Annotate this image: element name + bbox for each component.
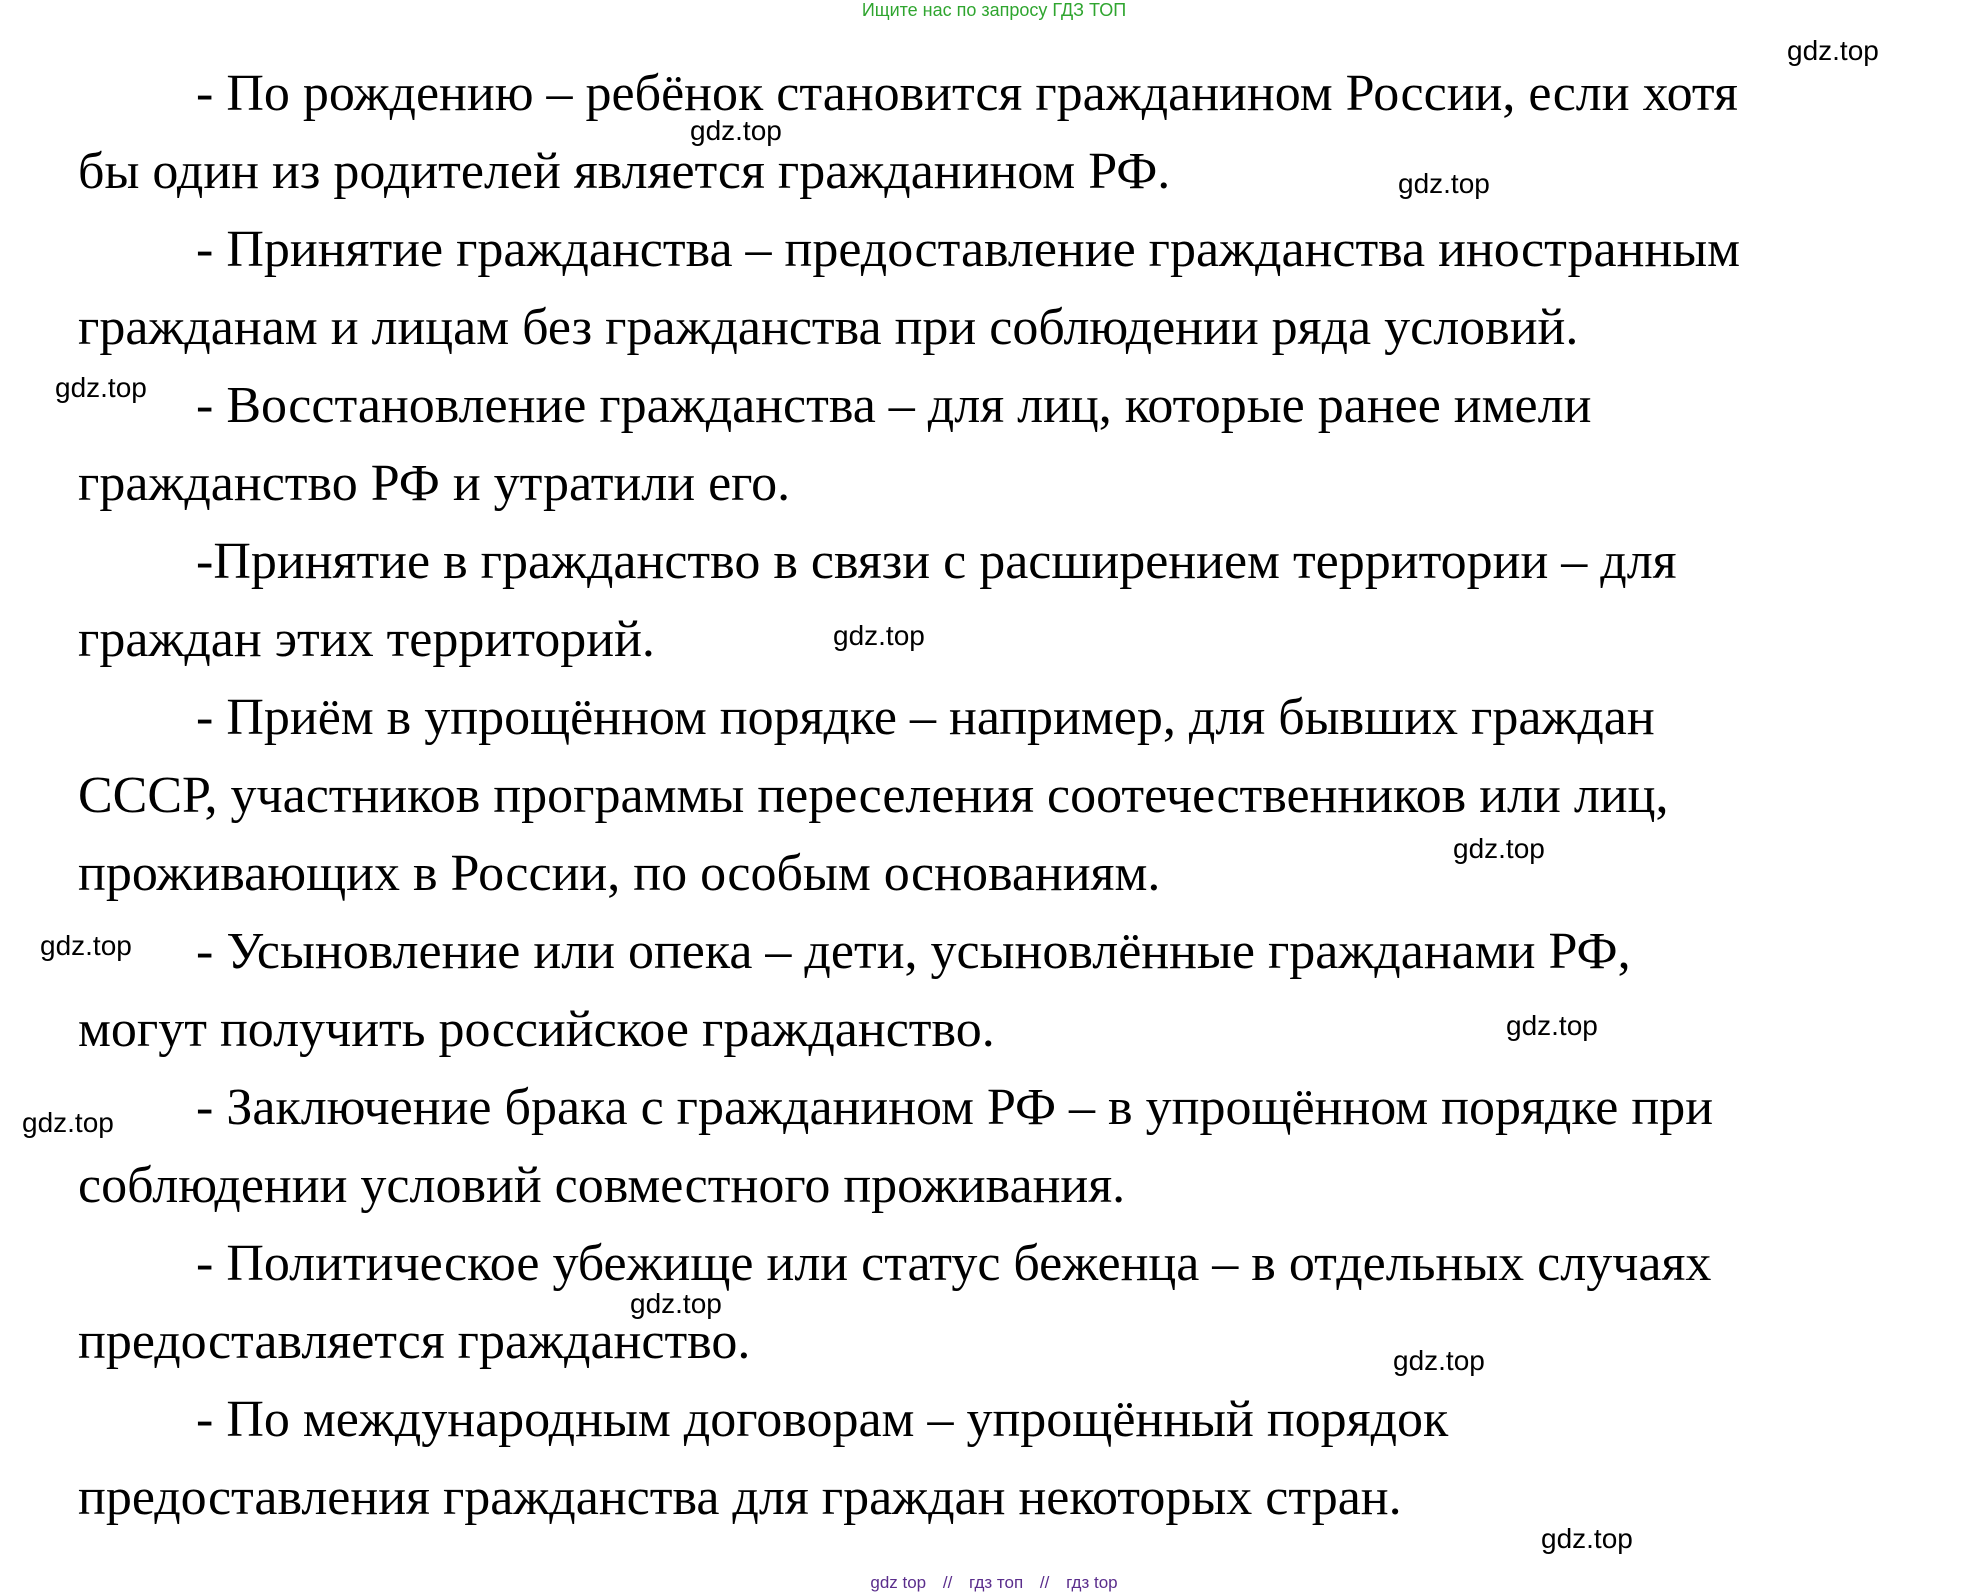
footer-separator: // [942,1573,953,1592]
paragraph-line: гражданство РФ и утратили его. [78,455,791,512]
watermark: gdz.top [1453,833,1545,864]
footer-link[interactable]: гдз топ [969,1573,1024,1592]
paragraph-line: бы один из родителей является гражданином РФ. [78,143,1171,200]
paragraph-line: - Приём в упрощённом порядке – например, для бывших граждан [196,689,1655,746]
paragraph-line: проживающих в России, по особым основаниям. [78,845,1161,902]
paragraph-territory [78,523,1958,679]
paragraph-line: гражданам и лицам без гражданства при соблюдении ряда условий. [78,299,1579,356]
footer-separator: // [1039,1573,1050,1592]
top-banner: Ищите нас по запросу ГДЗ ТОП [861,0,1127,20]
footer-link[interactable]: gdz top [870,1573,927,1592]
paragraph-line: - Принятие гражданства – предоставление гражданства иностранным [196,221,1741,278]
paragraph-line: - По рождению – ребёнок становится гражданином России, если хотя [196,65,1738,122]
paragraph-by-birth [78,55,1958,211]
paragraph-line: предоставления гражданства для граждан некоторых стран. [78,1469,1402,1526]
footer [0,1573,1988,1593]
watermark: gdz.top [1506,1010,1598,1041]
paragraph-line: -Принятие в гражданство в связи с расширением территории – для [196,533,1677,590]
paragraph-line: - По международным договорам – упрощённый порядок [196,1391,1449,1448]
paragraph-asylum [78,1225,1958,1381]
paragraph-line: граждан этих территорий. [78,611,655,668]
paragraph-line: - Политическое убежище или статус беженца – в отдельных случаях [196,1235,1712,1292]
watermark: gdz.top [1787,35,1879,66]
paragraph-adoption [78,913,1958,1069]
paragraph-acceptance [78,211,1958,367]
footer-link[interactable]: гдз top [1066,1573,1118,1592]
watermark: gdz.top [55,372,147,403]
paragraph-line: могут получить российское гражданство. [78,1001,995,1058]
paragraph-line: СССР, участников программы переселения соотечественников или лиц, [78,767,1669,824]
paragraph-treaties [78,1381,1958,1537]
paragraph-marriage [78,1069,1958,1225]
paragraph-line: предоставляется гражданство. [78,1313,751,1370]
paragraph-simplified [78,679,1958,913]
watermark: gdz.top [40,930,132,961]
watermark: gdz.top [22,1107,114,1138]
paragraph-restoration [78,367,1958,523]
watermark: gdz.top [630,1288,722,1319]
paragraph-line: соблюдении условий совместного проживания. [78,1157,1126,1214]
paragraph-line: - Заключение брака с гражданином РФ – в упрощённом порядке при [196,1079,1714,1136]
paragraph-line: - Усыновление или опека – дети, усыновлённые гражданами РФ, [196,923,1631,980]
watermark: gdz.top [690,115,782,146]
watermark: gdz.top [1398,168,1490,199]
watermark: gdz.top [1393,1345,1485,1376]
watermark: gdz.top [1541,1523,1633,1554]
watermark: gdz.top [833,620,925,651]
paragraph-line: - Восстановление гражданства – для лиц, которые ранее имели [196,377,1592,434]
document-body [78,55,1958,1537]
